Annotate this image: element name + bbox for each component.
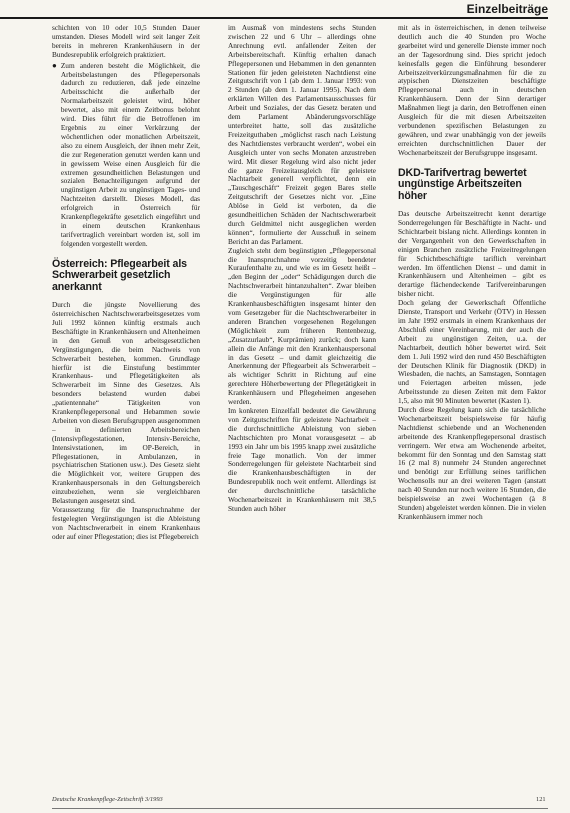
bullet-item <box>52 62 200 249</box>
section-heading: Österreich: Pflegearbeit als Schwerarbeit gesetzlich anerkannt <box>52 257 187 293</box>
column-2 <box>228 24 376 772</box>
paragraph: Zum anderen besteht die Möglichkeit, die Arbeitsbelastungen des Pflegepersonals dadurch zu reduzieren, daß jede einzelne Arbeitsschicht die außerhalb der Normalarbeitszeit geleistet wird, höher bewertet, also mit einem Zeitbonus belohnt wird. Dies führt für die Betroffenen im Ergebnis zu einer Verkürzung der wöchentlichen oder monatlichen Arbeitszeit, also zu einem Ausgleich, der ihnen mehr Zeit, die zur Regeneration genutzt werden kann und in gewissem Weise einen Ausgleich für die extremen gesundheitlichen Belastungen und sozialen Benachteiligungen aufgrund der ungünstigen Arbeit zu ungünstigen Tages- und Nachtzeiten darstellt. Dieses Modell, das erfolgreich in Österreich für Krankenpflegekräfte gesetzlich eingeführt und in einem deutschen Krankenhaus tarifvertraglich vereinbart worden ist, soll im folgenden vorgestellt werden. <box>60 60 200 248</box>
journal-citation: Deutsche Krankenpflege-Zeitschrift 3/1993 <box>52 796 163 803</box>
paragraph: Doch gelang der Gewerkschaft Öffentliche Dienste, Transport und Verkehr (ÖTV) in Hessen im Jahr 1992 erstmals in einem Krankenhaus der Abschluß einer Vereinbarung, mit der auch die Arbeit zu ungünstigen Zeiten, u.a. der Nachtarbeit, deutlich höher bewertet wird. Seit dem 1. Juli 1992 wird den rund 450 Beschäftigten der Deutschen Klinik für Diagnostik (DKD) in Wiesbaden, die nachts, an Samstagen, Sonntagen und Feiertagen arbeiten müssen, jede Arbeitsstunde zu diesen Zeiten mit dem Faktor 1,5, also mit 90 Minuten bewertet (Kasten 1). <box>398 298 546 406</box>
paragraph: Durch die jüngste Novellierung des österreichischen Nachtschwerarbeitsgesetzes vom Juli 1992 können künftig erstmals auch Beschäftigte in Krankenhäusern und Altenheimen in den Genuß von arbeitsgesetzlichen Vergünstigungen, die beim Nachweis von Schwerarbeit bestehen, kommen. Grundlage hierfür ist die Einstufung bestimmter Krankenhaus- und Pflegetätigkeiten als Schwerarbeit im Sinne des Gesetzes. Als besonders belastend wurden dabei „patientennahe“ Tätigkeiten von Krankenpflegepersonal und Hebammen sowie Arbeiten von diesen Berufsgruppen ausgenommen – in definierten Arbeitsbereichen (Intensivpflegestationen, Intensiv-Bereiche, Intensivstationen, im OP-Bereich, in Pflegestationen, in Ambulanzen, in psychiatrischen Stationen usw.). Des Gesetz sieht die Möglichkeit vor, weitere Gruppen des Krankenhauspersonals in den Geltungsbereich einzubeziehen, wenn sie vergleichbaren Belastungen ausgesetzt sind. <box>52 300 200 506</box>
paragraph: schichten von 10 oder 10,5 Stunden Dauer umstanden. Dieses Modell wird seit langer Zeit bereits in mehreren Krankenhäusern in der Bundesrepublik erfolgreich praktiziert. <box>52 24 200 59</box>
section-heading: DKD-Tarifvertrag bewertet ungünstige Arbeitszeiten höher <box>398 166 527 202</box>
paragraph: Voraussetzung für die Inanspruchnahme der festgelegten Vergünstigungen ist die Ableistung von Nachtschwerarbeit in einem Krankenhaus oder auf einer Pflegestation; dies ist Pflegebereich <box>52 505 200 541</box>
paragraph: mit als in österreichischen, in denen teilweise deutlich auch die 40 Stunden pro Woche gearbeitet wird und generelle Dienste immer noch an der Tagesordnung sind. Dies spricht jedoch keinesfalls gegen die Einführung besonderer Arbeitszeitverkürzungsmaßnahmen für die zu atypischen Dienstzeiten beschäftigte Pflegepersonal auch in deutschen Krankenhäusern. Denn der Sinn derartiger Maßnahmen liegt ja darin, den Betroffenen einen Ausgleich für die mit diesen Arbeitszeiten verbundenen spezifischen Belastungen zu gewähren, und zwar unabhängig von der jeweils erreichten durchschnittlichen Dauer der Wochenarbeitszeit der Berufsgruppe insgesamt. <box>398 24 546 157</box>
paragraph: im Ausmaß von mindestens sechs Stunden zwischen 22 und 6 Uhr – allerdings ohne Anrechnung evtl. anfallender Zeiten der Arbeitsbereitschaft. Künftig erhalten danach Pflegepersonen und Hebammen in den genannten Stationen für jeden geleisteten Nachtdienst eine Zeitgutschrift von 1 (ab dem 1. Januar 1993: von 2 Stunden (ab dem 1. Januar 1995). Nach dem erklärten Willen des Parlamentsausschusses für Arbeit und Soziales, der das Gesetz beraten und dem Parlament Abänderungsvorschläge unterbreitet hatte, soll das zusätzliche Freizeitguthaben „möglichst rasch nach Leistung des Nachtdienstes verbraucht werden“, wobei ein Ausgleich unter von sechs Monaten anzustreben wird. Mit dieser Regelung wird also nicht jeder die ganze Freizeitausgleich für geleistete Nachtarbeit generell verpflichtet, denn ein „Tauschgeschäft“ Freizeit gegen Bares stelle Zeitgutschrift der Gesetzes nicht vor. „Eine Ablöse in Geld ist verboten, da die gesundheitlichen Schäden der Nachtschwerarbeit durch Geldmittel nicht ausgeglichen werden können“, formulierte der Ausschuß in seinem Bericht an das Parlament. <box>228 24 376 246</box>
header-rule <box>0 17 548 19</box>
paragraph: Das deutsche Arbeitszeitrecht kennt derartige Sonderregelungen für Beschäftigte in Nacht- und Schichtarbeit bislang nicht. Allerdings konnten in der Vergangenheit von den Gewerkschaften in einigen Branchen zusätzliche Freizeitregelungen für Schichtbeschäftigte tariflich vereinbart werden. Im öffentlichen Dienst – und damit in Krankenhäusern und Altenheimen – gibt es derartige flächendeckende Tarifvereinbarungen bisher nicht. <box>398 209 546 299</box>
bullet-icon: ● <box>52 60 57 70</box>
section-title: Einzelbeiträge <box>466 2 548 16</box>
column-1 <box>52 24 200 772</box>
paragraph: Zugleich steht dem begünstigten „Pflegepersonal die Inanspruchnahme vorzeitig beendeter Kuraufenthalte zu, und wie es im Gesetz heißt – „den Beginn der „oder“ Schädigungen durch die Nachtschwerarbeit hintanzuhalten“. Zwar bleiben die Vergünstigungen für alle Krankenhausbeschäftigten insgesamt hinter den vom Gesetzgeber für die Nachtschwerarbeiter in anderen Branchen vorgesehenen Regelungen (Möglichkeit zum früheren Rentenbezug, „Zusatzurlaub“, Kurprämien) zurück; doch kann allein die Anfänge mit den Krankenhauspersonal in das Gesetz – und damit gleichzeitig die Anerkennung der Pflegearbeit als Schwerarbeit – als wichtiger Schritt in Richtung auf eine gerechtere Höherbewertung der Pflegetätigkeit in Krankenhäusern und Pflegeheimen angesehen werden. <box>228 245 376 407</box>
footer-rule <box>52 808 548 809</box>
column-3 <box>398 24 546 772</box>
page-number: 121 <box>536 796 546 803</box>
paragraph: Im konkreten Einzelfall bedeutet die Gewährung von Zeitgutschriften für geleistete Nachtarbeit – die durchschnittliche Ableistung von sieben Nachtschichten pro Monat vorausgesetzt – ab 1993 ein Jahr um bis 1995 knapp zwei zusätzliche freie Tage monatlich. Von der immer Sonderregelungen für geleistete Nachtarbeit sind die Krankenhausbeschäftigten in der Bundesrepublik noch weit entfernt. Allerdings ist der durchschnittliche tatsächliche Wochenarbeitszeit in Krankenhäusern mit 38,5 Stunden auch höher <box>228 405 376 513</box>
paragraph: Durch diese Regelung kann sich die tatsächliche Wochenarbeitszeit beispielsweise für häufig Nachtdienst schiebende und an Wochenenden arbeitende des Krankenpflegepersonal drastisch verringern. Wer etwa am Wochenende arbeitet, bekommt für den Sonntag und den Samstag statt 16 (2 mal 8) nunmehr 24 Stunden angerechnet und benötigt zur Erfüllung seines tariflichen Wochensolls nur an drei weiteren Tagen (anstatt nach 40 Stunden nur noch weitere 16 Stunden, die beispielsweise an zwei Wochentagen (à 8 Stunden) abgeleistet werden können. Die in vielen Krankenhäusern immer noch <box>398 405 546 521</box>
